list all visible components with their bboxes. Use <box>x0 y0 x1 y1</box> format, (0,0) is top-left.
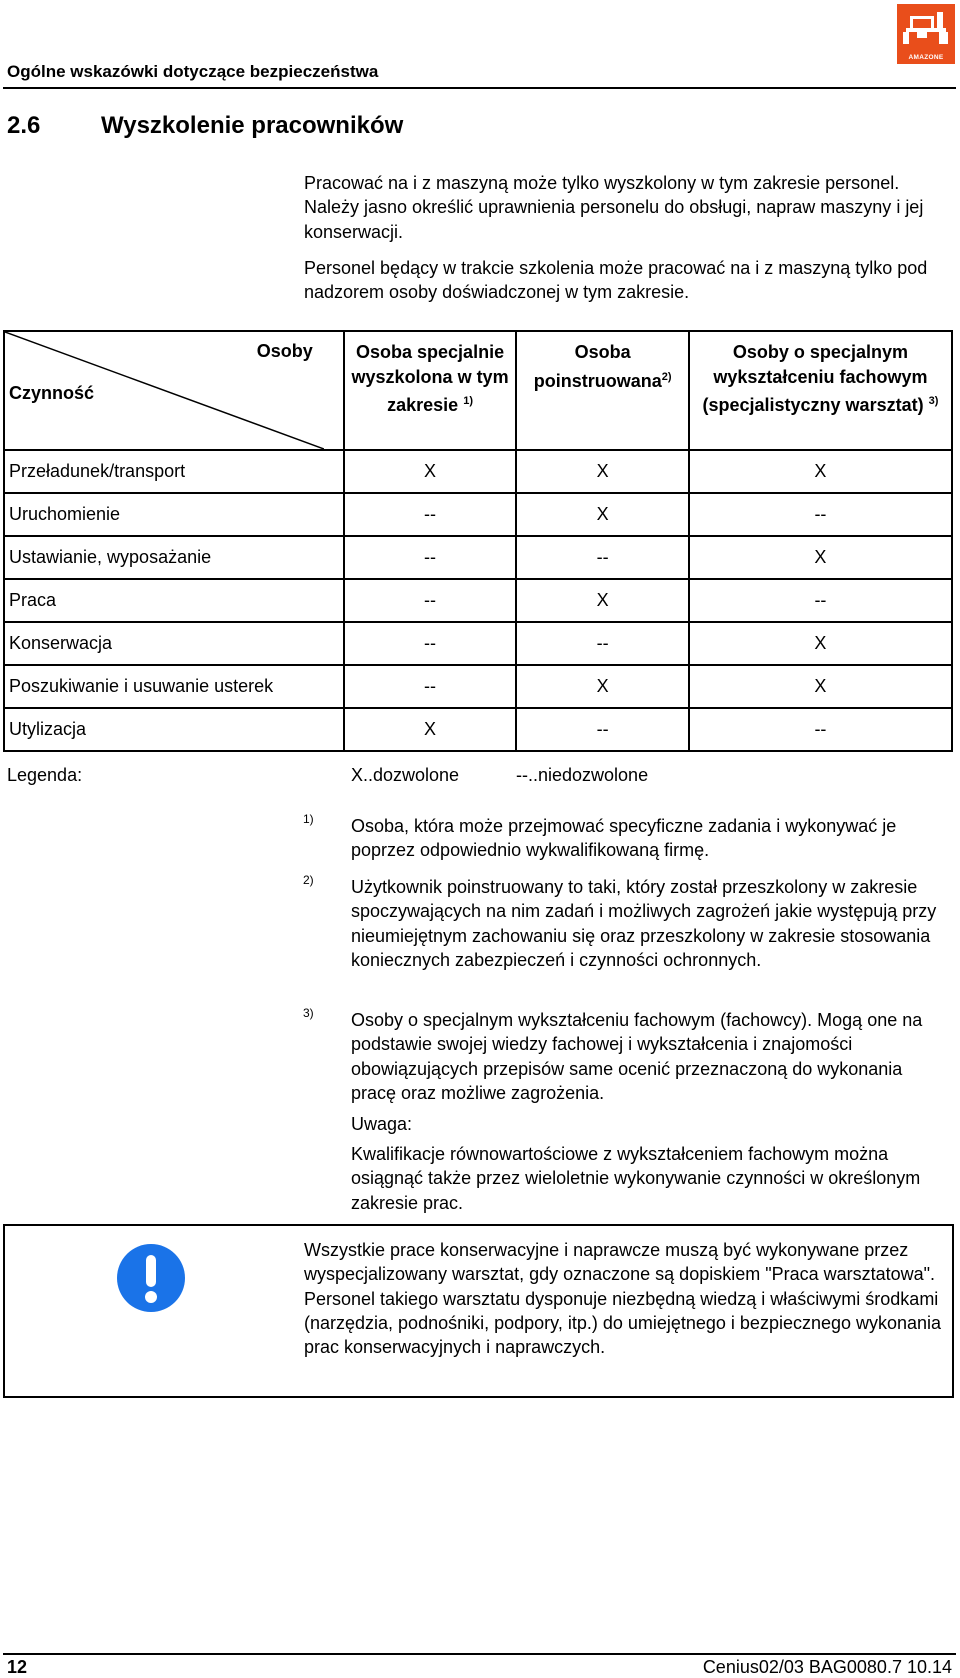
value-cell: -- <box>344 493 517 536</box>
value-cell: -- <box>516 536 689 579</box>
amazone-logo <box>897 4 955 64</box>
activity-cell: Utylizacja <box>4 708 344 751</box>
value-cell: X <box>516 665 689 708</box>
footnote-number: 1) <box>303 812 314 826</box>
footnote-text: Użytkownik poinstruowany to taki, który został przeszkolony w zakresie spoczywających na nim zadań i możliwych zagrożeń jakie występują przy nieumiejętnym zachowaniu się oraz przeszkolony w zakresie stosowania koniecznych zabezpieczeń i czynności ochronnych. <box>351 877 937 970</box>
column-header: Osoby o specjalnym wykształceniu fachowym (specjalistyczny warsztat) $^{3)}$ <box>689 331 952 450</box>
value-cell: -- <box>344 665 517 708</box>
value-cell: X <box>689 622 952 665</box>
supervision-paragraph: Personel będący w trakcie szkolenia może pracować na i z maszyną tylko pod nadzorem osoby doświadczonej w tym zakresie. <box>304 258 928 303</box>
footer-rule <box>3 1653 956 1655</box>
activity-cell: Przeładunek/transport <box>4 450 344 493</box>
column-header: Osoba specjalnie wyszkolona w tym zakresie $^{1)}$ <box>344 331 517 450</box>
column-header: Osoba poinstruowana$^{2)}$ <box>516 331 689 450</box>
table-row <box>4 579 952 622</box>
value-cell: -- <box>689 493 952 536</box>
value-cell: -- <box>344 536 517 579</box>
footnote-note-text: Kwalifikacje równowartościowe z wykształceniem fachowym można osiągnąć także przez wieloletnie wykonywanie czynności w określonym zakresie prac. <box>351 1144 921 1213</box>
value-cell: X <box>344 450 517 493</box>
qualifications-table <box>3 330 953 752</box>
footnote-text: Osoba, która może przejmować specyficzne zadania i wykonywać je poprzez odpowiednio wykwalifikowaną firmę. <box>351 816 897 861</box>
value-cell: X <box>689 450 952 493</box>
intro-paragraph: Pracować na i z maszyną może tylko wyszkolony w tym zakresie personel. Należy jasno określić uprawnienia personelu do obsługi, napraw maszyny i jej konserwacji. <box>304 173 924 242</box>
value-cell: -- <box>344 622 517 665</box>
corner-label-activity: Czynność <box>9 383 95 403</box>
value-cell: -- <box>516 622 689 665</box>
table-row <box>4 450 952 493</box>
legend-forbidden: --..niedozwolone <box>516 765 649 785</box>
notice-text: Wszystkie prace konserwacyjne i naprawcze muszą być wykonywane przez wyspecjalizowany warsztat, gdy oznaczone są dopiskiem "Praca warsztatowa". Personel takiego warsztatu dysponuje niezbędną wiedzą i właściwymi środkami (narzędzia, podnośniki, podpory, itp.) do umiejętnego i bezpiecznego wykonania prac konserwacyjnych i naprawczych. <box>304 1240 942 1358</box>
table-corner-cell <box>4 331 344 450</box>
footnote-number: 3) <box>303 1006 314 1020</box>
section-number: 2.6 <box>7 112 41 139</box>
value-cell: X <box>689 665 952 708</box>
exclamation-icon <box>116 1243 186 1313</box>
table-row <box>4 708 952 751</box>
activity-cell: Praca <box>4 579 344 622</box>
table-row <box>4 665 952 708</box>
activity-cell: Ustawianie, wyposażanie <box>4 536 344 579</box>
activity-cell: Poszukiwanie i usuwanie usterek <box>4 665 344 708</box>
footnote-note-label: Uwaga: <box>351 1114 413 1134</box>
value-cell: -- <box>689 579 952 622</box>
value-cell: -- <box>516 708 689 751</box>
section-heading <box>7 112 403 140</box>
footnote-text: Osoby o specjalnym wykształceniu fachowym (fachowcy). Mogą one na podstawie swojej wiedzy fachowej i wykształcenia i znajomości obowiązujących przepisów same ocenić przeznaczoną do wykonania pracę oraz możliwe zagrożenia. <box>351 1010 923 1103</box>
value-cell: X <box>516 579 689 622</box>
header-rule <box>3 87 956 89</box>
corner-label-persons: Osoby <box>256 341 313 361</box>
table-row <box>4 536 952 579</box>
legend-allowed: X..dozwolone <box>351 765 460 785</box>
value-cell: X <box>689 536 952 579</box>
table-row <box>4 493 952 536</box>
header-title: Ogólne wskazówki dotyczące bezpieczeństwa <box>7 62 379 81</box>
footnote-number: 2) <box>303 873 314 887</box>
tractor-icon <box>897 4 955 54</box>
value-cell: X <box>344 708 517 751</box>
page-number: 12 <box>7 1657 28 1677</box>
value-cell: -- <box>344 579 517 622</box>
legend-label: Legenda: <box>7 765 83 785</box>
value-cell: X <box>516 450 689 493</box>
table-row <box>4 622 952 665</box>
logo-text: AMAZONE <box>908 54 944 61</box>
document-id: Cenius02/03 BAG0080.7 10.14 <box>702 1657 952 1677</box>
value-cell: X <box>516 493 689 536</box>
activity-cell: Uruchomienie <box>4 493 344 536</box>
section-title: Wyszkolenie pracowników <box>101 112 404 139</box>
activity-cell: Konserwacja <box>4 622 344 665</box>
value-cell: -- <box>689 708 952 751</box>
